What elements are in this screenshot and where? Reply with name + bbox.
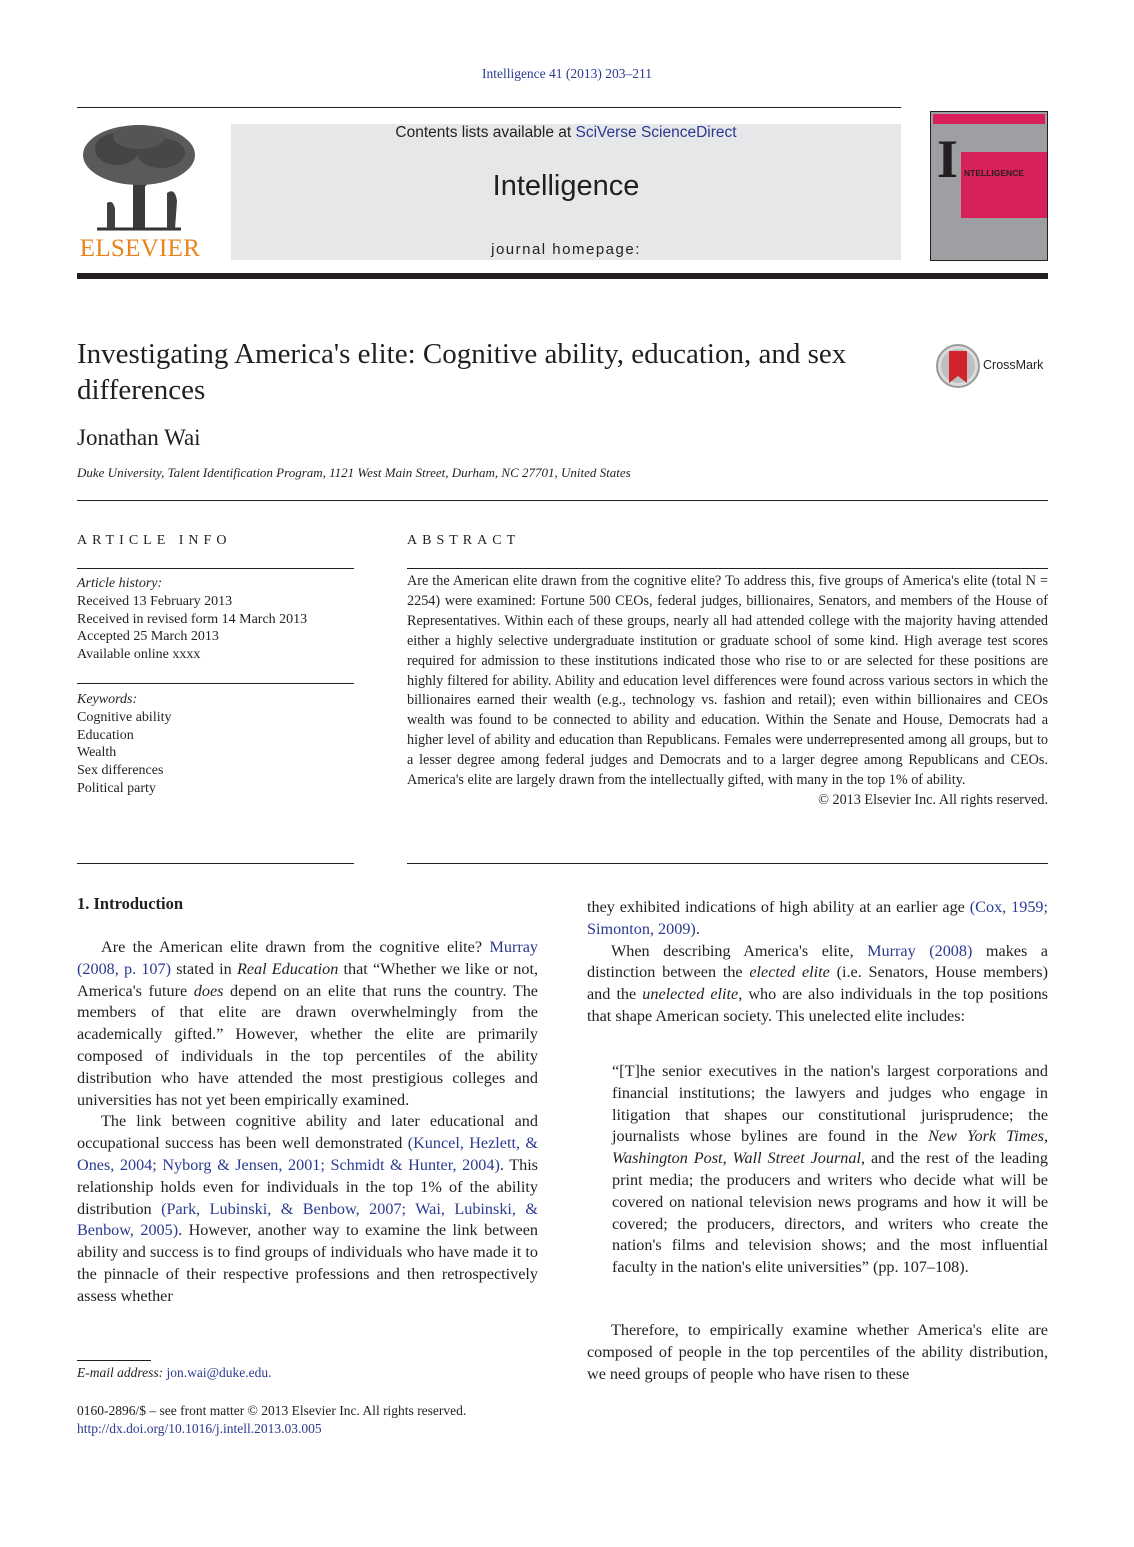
abstract-heading: ABSTRACT	[407, 533, 521, 548]
citation-link[interactable]: (Kuncel, Hezlett, & Ones, 2004; Nyborg & Jensen, 2001; Schmidt & Hunter, 2004)	[77, 1134, 538, 1174]
keyword-item: Wealth	[77, 745, 117, 761]
keyword-item: Sex differences	[77, 763, 164, 779]
right-column	[587, 897, 1048, 1028]
intro-heading: 1. Introduction	[77, 894, 184, 913]
keywords-label: Keywords:	[77, 692, 138, 707]
text-run: . This relationship holds even for individuals in the top 1% of the ability distribution	[77, 1155, 538, 1218]
tree-icon	[77, 123, 203, 235]
contents-line	[231, 124, 901, 142]
elsevier-logo	[77, 123, 203, 263]
text-run: , who are also individuals in the top positions that shape American society. This unelected elite includes:	[587, 985, 1048, 1025]
article-info-rule-2	[77, 683, 354, 684]
keyword-item: Political party	[77, 780, 156, 796]
keywords	[77, 691, 354, 798]
journal-homepage[interactable]: journal homepage:	[491, 241, 641, 258]
issn-line: 0160-2896/$ – see front matter © 2013 Elsevier Inc. All rights reserved.	[77, 1403, 467, 1418]
text-run: (i.e. Senators, House members) and the	[587, 963, 1048, 1004]
text-run: that “Whether we like or not, America's future	[77, 959, 539, 1000]
header-thick-rule	[77, 273, 1048, 279]
text-run: ,	[1043, 1127, 1048, 1146]
header-top-rule	[77, 107, 901, 108]
intro-paragraph-1	[77, 937, 538, 1111]
text-run: When describing America's elite,	[611, 941, 868, 960]
journal-name: Intelligence	[492, 170, 640, 202]
emphasis: Washington Post	[612, 1149, 723, 1168]
article-info-rule-1	[77, 568, 354, 569]
text-run: .	[695, 919, 700, 938]
footnote-email	[77, 1363, 272, 1383]
left-column	[77, 937, 538, 1308]
text-run: depend on an elite that runs the country. The members of that elite are drawn overwhelmingly from the academically gifted.” However, whether the elite are primarily composed of individuals in the top percentiles of the ability distribution who have attended the most prestigious colleges and universities has not yet been empirically examined.	[77, 981, 538, 1109]
intro-paragraph-2	[77, 1111, 538, 1307]
text-run: “[T]he senior executives in the nation's largest corporations and financial institutions; the lawyers and judges who engage in litigation that shapes our constitutional jurisprudence; the journalists whose bylines are found in the	[612, 1062, 1048, 1146]
emphasis: does	[193, 981, 224, 1000]
cover-title: NTELLIGENCE	[964, 168, 1024, 178]
crossmark-label: CrossMark	[983, 358, 1044, 372]
text-run: they exhibited indications of high ability at an earlier age	[587, 898, 970, 916]
history-label: Article history:	[77, 576, 163, 591]
keyword-item: Cognitive ability	[77, 709, 172, 725]
citation-link[interactable]: (Cox, 1959; Simonton, 2009)	[587, 898, 1049, 938]
sciencedirect-link[interactable]: SciVerse ScienceDirect	[575, 124, 737, 141]
emphasis: unelected elite	[642, 985, 739, 1004]
cover-pink-block	[961, 152, 1047, 218]
crossmark-badge[interactable]	[935, 343, 1055, 389]
text-run: makes a distinction between the	[587, 941, 1048, 982]
abstract-text: Are the American elite drawn from the cognitive elite? To address this, five groups of America's elite (total N = 2254) were examined: Fortune 500 CEOs, federal judges, billionaires, Senators, and members of the House of Representatives. Within each of these groups, nearly all had attended college with the majority having attended either a highly selective undergraduate institution or graduate school of some kind. High average test scores required for admission to these institutions indicated those who rise to or are selected for these positions are highly filtered for ability. Ability and education level differences were found across various sectors in which the billionaires earned their wealth (e.g., technology vs. fashion and retail); even within billionaires and CEOs wealth was found to be connected to ability and education. Within the Senate and House, Democrats had a higher level of ability and education than Republicans. Females were underrepresented among all groups, but to a lesser degree among federal judges and Democrats and to a larger degree among Republicans and CEOs. America's elite are largely drawn from the intellectually gifted, with many in the top 1% of ability.	[407, 573, 1048, 789]
text-run: Are the American elite drawn from the cognitive elite?	[101, 938, 490, 956]
abstract-body	[407, 572, 1048, 811]
elsevier-wordmark: ELSEVIER	[79, 235, 201, 262]
email-label: E-mail address:	[77, 1365, 167, 1380]
article-title: Investigating America's elite: Cognitive ability, education, and sex differences	[77, 338, 847, 406]
text-run: ,	[722, 1149, 733, 1168]
abstract-rule-bottom	[407, 863, 1048, 864]
footnote-rule	[77, 1360, 151, 1361]
history-item: Accepted 25 March 2013	[77, 629, 219, 645]
email-link[interactable]: jon.wai@duke.edu.	[166, 1365, 272, 1380]
emphasis: elected elite	[749, 963, 830, 982]
right-paragraph-3: Therefore, to empirically examine whether America's elite are composed of people in the top percentiles of the ability distribution, we need groups of people who have risen to these	[587, 1321, 1048, 1383]
cover-initial: I	[937, 129, 959, 189]
citation-link[interactable]: (Park, Lubinski, & Benbow, 2007; Wai, Lubinski, & Benbow, 2005)	[77, 1199, 538, 1240]
right-paragraph-1	[587, 897, 1048, 941]
history-item: Received 13 February 2013	[77, 593, 233, 609]
citation-link[interactable]: Murray (2008, p. 107)	[77, 938, 538, 978]
emphasis: Real Education	[236, 959, 339, 978]
doi-link[interactable]: http://dx.doi.org/10.1016/j.intell.2013.03.005	[77, 1421, 322, 1436]
cover-top-band	[933, 114, 1045, 124]
emphasis: Wall Street Journal	[732, 1149, 861, 1168]
right-paragraph-2	[587, 941, 1048, 1028]
citation-link[interactable]: Murray (2008)	[867, 941, 973, 960]
right-paragraph-3-wrap	[587, 1320, 1048, 1385]
author-affiliation: Duke University, Talent Identification Program, 1121 West Main Street, Durham, NC 27701, United States	[77, 465, 631, 480]
keyword-item: Education	[77, 727, 134, 743]
emphasis: New York Times	[928, 1127, 1044, 1146]
journal-banner	[231, 124, 901, 260]
abstract-rule-top	[407, 568, 1048, 569]
history-item: Received in revised form 14 March 2013	[77, 611, 308, 627]
text-run: , and the rest of the leading print media; the producers and writers who decide what will be covered on national television news programs and how it will be covered; the producers, directors, and writers who create the nation's films and television shows; and the most influential faculty in the nation's elite universities” (pp. 107–108).	[612, 1149, 1048, 1277]
title-bottom-rule	[77, 500, 1048, 501]
journal-cover[interactable]	[930, 111, 1048, 261]
abstract-copyright: © 2013 Elsevier Inc. All rights reserved.	[818, 791, 1048, 808]
history-item: Available online xxxx	[77, 647, 201, 663]
article-history	[77, 575, 354, 664]
article-info-heading: ARTICLE INFO	[77, 533, 232, 548]
article-info-rule-3	[77, 863, 354, 864]
text-run: The link between cognitive ability and later educational and occupational success has been well demonstrated	[77, 1112, 538, 1153]
contents-prefix: Contents lists available at	[395, 124, 576, 141]
author-name: Jonathan Wai	[77, 425, 201, 450]
crossmark-icon	[935, 343, 981, 389]
block-quote	[612, 1061, 1048, 1279]
journal-reference[interactable]: Intelligence 41 (2013) 203–211	[481, 66, 653, 81]
text-run: stated in	[171, 959, 237, 978]
text-run: . However, another way to examine the link between ability and success is to find groups of individuals who have made it to the pinnacle of their respective professions and then retrospectively assess whether	[77, 1221, 538, 1305]
